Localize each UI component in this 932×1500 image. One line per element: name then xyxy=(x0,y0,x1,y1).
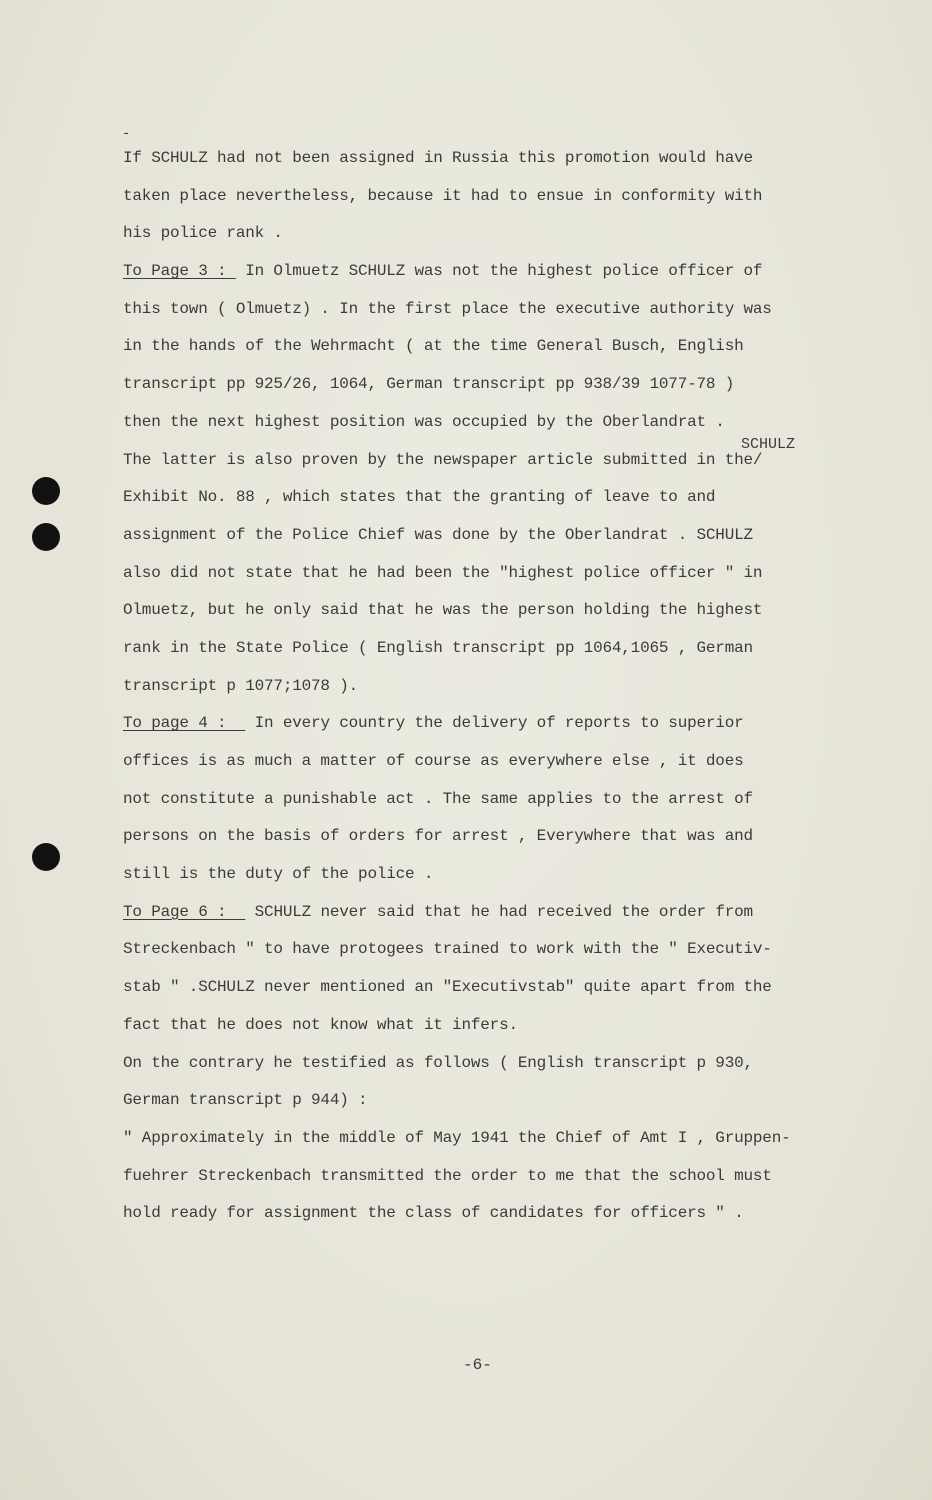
line-text: SCHULZ never said that he had received the order from xyxy=(245,902,753,921)
section-label: To page 4 : xyxy=(123,714,246,733)
text-line xyxy=(123,784,823,822)
text-line xyxy=(123,143,823,181)
line-text: " Approximately in the middle of May 1941 the Chief of Amt I , Gruppen- xyxy=(123,1128,791,1147)
line-text: not constitute a punishable act . The same applies to the arrest of xyxy=(123,789,753,808)
text-line xyxy=(123,934,823,972)
text-line xyxy=(123,294,823,332)
section-label: To Page 6 : xyxy=(123,902,246,921)
top-mark: - xyxy=(122,126,131,142)
text-line xyxy=(123,369,823,407)
line-text: in the hands of the Wehrmacht ( at the time General Busch, English xyxy=(123,337,744,356)
text-line xyxy=(123,218,823,256)
section-label: To Page 3 : xyxy=(123,262,236,281)
text-line xyxy=(123,1198,823,1236)
text-line xyxy=(123,1161,823,1199)
text-line xyxy=(123,1048,823,1086)
line-text: assignment of the Police Chief was done by the Oberlandrat . SCHULZ xyxy=(123,525,753,544)
line-text: transcript pp 925/26, 1064, German transcript pp 938/39 1077-78 ) xyxy=(123,375,735,394)
line-text: his police rank . xyxy=(123,224,283,243)
page-number: -6- xyxy=(463,1356,492,1374)
text-line xyxy=(123,1085,823,1123)
text-line xyxy=(123,897,823,935)
interlinear-insert: SCHULZ xyxy=(741,436,796,453)
punch-hole xyxy=(32,477,60,505)
text-line xyxy=(123,1010,823,1048)
text-line xyxy=(123,708,823,746)
text-line xyxy=(123,445,823,483)
line-text: The latter is also proven by the newspaper article submitted in the/ xyxy=(123,450,763,469)
text-line xyxy=(123,520,823,558)
text-line xyxy=(123,558,823,596)
text-line xyxy=(123,595,823,633)
line-text: then the next highest position was occupied by the Oberlandrat . xyxy=(123,412,725,431)
text-line xyxy=(123,256,823,294)
text-line xyxy=(123,482,823,520)
line-text: In Olmuetz SCHULZ was not the highest police officer of xyxy=(235,262,763,281)
line-text: Exhibit No. 88 , which states that the granting of leave to and xyxy=(123,488,716,507)
line-text: also did not state that he had been the "highest police officer " in xyxy=(123,563,763,582)
punch-hole xyxy=(32,843,60,871)
line-text: In every country the delivery of reports to superior xyxy=(245,714,744,733)
text-line xyxy=(123,972,823,1010)
line-text: transcript p 1077;1078 ). xyxy=(123,676,359,695)
text-line xyxy=(123,331,823,369)
line-text: German transcript p 944) : xyxy=(123,1091,368,1110)
line-text: hold ready for assignment the class of candidates for officers " . xyxy=(123,1204,744,1223)
text-line xyxy=(123,671,823,709)
line-text: persons on the basis of orders for arrest , Everywhere that was and xyxy=(123,827,753,846)
line-text: On the contrary he testified as follows ( English transcript p 930, xyxy=(123,1053,753,1072)
text-line xyxy=(123,633,823,671)
line-text: still is the duty of the police . xyxy=(123,865,434,884)
text-line xyxy=(123,181,823,219)
text-line xyxy=(123,859,823,897)
punch-hole xyxy=(32,523,60,551)
line-text: fuehrer Streckenbach transmitted the order to me that the school must xyxy=(123,1166,772,1185)
line-text: this town ( Olmuetz) . In the first place the executive authority was xyxy=(123,299,772,318)
line-text: taken place nevertheless, because it had to ensue in conformity with xyxy=(123,186,763,205)
line-text: Streckenbach " to have protogees trained to work with the " Executiv- xyxy=(123,940,772,959)
line-text: rank in the State Police ( English transcript pp 1064,1065 , German xyxy=(123,638,753,657)
line-text: Olmuetz, but he only said that he was the person holding the highest xyxy=(123,601,763,620)
line-text: stab " .SCHULZ never mentioned an "Executivstab" quite apart from the xyxy=(123,978,772,997)
text-line xyxy=(123,1123,823,1161)
text-line xyxy=(123,746,823,784)
line-text: If SCHULZ had not been assigned in Russia this promotion would have xyxy=(123,149,753,167)
text-line xyxy=(123,407,823,445)
body-text xyxy=(123,143,823,1236)
line-text: fact that he does not know what it infers. xyxy=(123,1015,518,1034)
text-line xyxy=(123,821,823,859)
line-text: offices is as much a matter of course as everywhere else , it does xyxy=(123,752,744,770)
